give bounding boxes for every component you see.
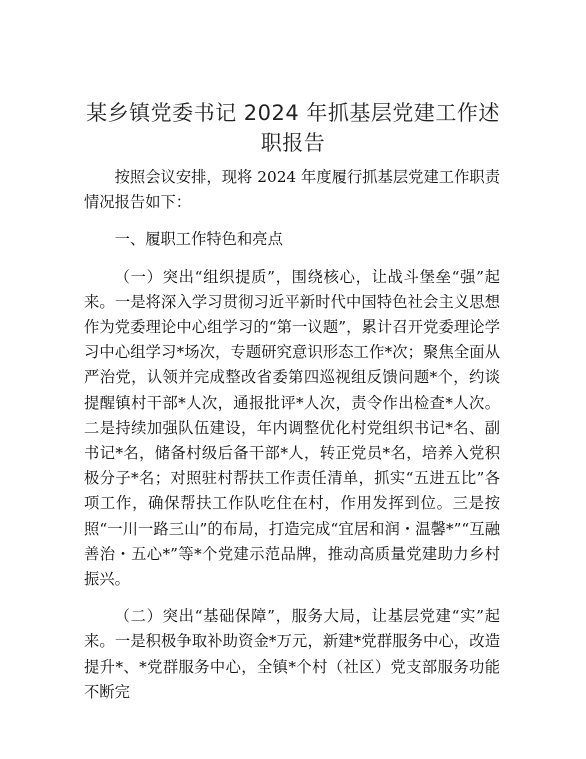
body-paragraph-1: （一）突出“组织提质”，围绕核心，让战斗堡垒“强”起来。一是将深入学习贯彻习近平新时代中国特色社会主义思想作为党委理论中心组学习的“第一议题”，累计召开党委理论学习中心组学习*场次，专题研究意识形态工作*次；聚焦全面从严治党，认领并完成整改省委第四巡视组反馈问题*个，约谈提醒镇村干部*人次，通报批评*人次，责令作出检查*人次。二是持续加强队伍建设，年内调整优化村党组织书记*名、副书记*名，储备村级后备干部*人，转正党员*名，培养入党积极分子*名；对照驻村帮扶工作责任清单，抓实“五进五比”各项工作，确保帮扶工作队吃住在村，作用发挥到位。三是按照“一川一路三山”的布局，打造完成“宜居和润・温馨*”“互融善治・五心*”等*个党建示范品牌，推动高质量党建助力乡村振兴。 (84, 267, 500, 589)
document-title: 某乡镇党委书记 2024 年抓基层党建工作述职报告 (86, 101, 500, 155)
body-paragraph-2: （二）突出“基础保障”，服务大局，让基层党建“实”起来。一是积极争取补助资金*万元，新建*党群服务中心，改造提升*、*党群服务中心，全镇*个村（社区）党支部服务功能不断完 (84, 607, 500, 701)
intro-paragraph: 按照会议安排，现将 2024 年度履行抓基层党建工作职责情况报告如下： (84, 168, 500, 212)
section-heading: 一、履职工作特色和亮点 (114, 230, 283, 249)
document-body (84, 165, 500, 705)
